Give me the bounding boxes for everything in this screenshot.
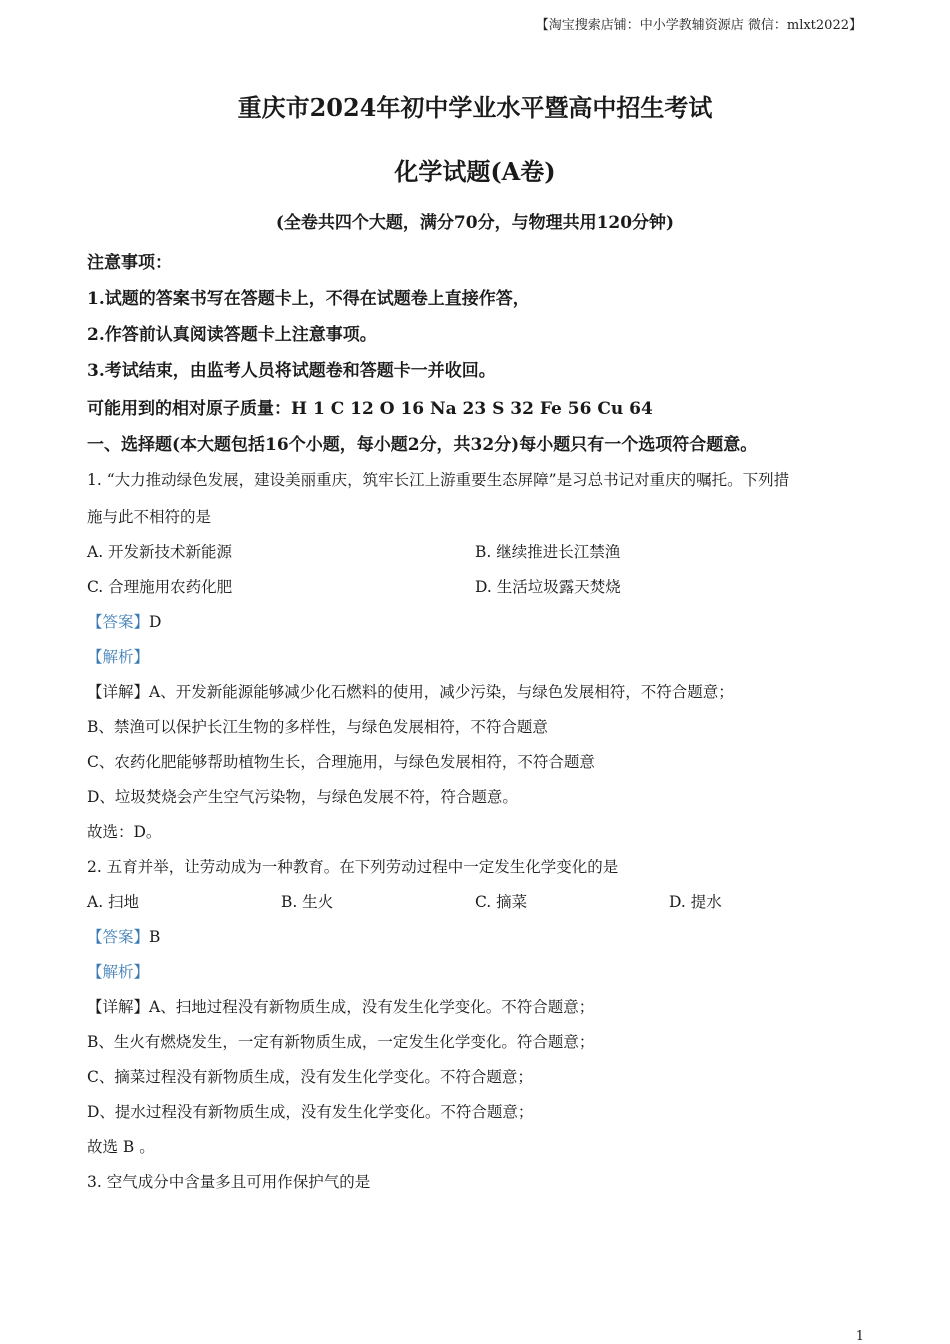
- q1-stem-line2: 施与此不相符的是: [87, 508, 212, 526]
- q2-detail-line: [87, 995, 594, 1017]
- q2-detail-line: B、生火有燃烧发生，一定有新物质生成，一定发生化学变化。符合题意；: [87, 1033, 595, 1051]
- q1-stem-line1: 1. “大力推动绿色发展，建设美丽重庆，筑牢长江上游重要生态屏障”是习总书记对重庆的嘱托。下列措: [87, 471, 790, 489]
- q2-detail-text: A、扫地过程没有新物质生成，没有发生化学变化。不符合题意；: [149, 998, 595, 1016]
- q2-stem: 2. 五育并举，让劳动成为一种教育。在下列劳动过程中一定发生化学变化的是: [87, 858, 619, 876]
- exam-title: 重庆市2024年初中学业水平暨高中招生考试: [237, 93, 713, 122]
- notice-item: 2.作答前认真阅读答题卡上注意事项。: [87, 325, 377, 345]
- notice-heading: 注意事项：: [87, 253, 172, 273]
- detail-label: 【详解】: [87, 683, 150, 701]
- q2-option-d: D. 提水: [669, 893, 722, 911]
- q1-analysis-label: 【解析】: [87, 648, 150, 666]
- notice-item: 1.试题的答案书写在答题卡上，不得在试题卷上直接作答，: [87, 289, 530, 309]
- notice-item: 3.考试结束，由监考人员将试题卷和答题卡一并收回。: [87, 361, 496, 381]
- q1-detail-line: [87, 680, 734, 702]
- q1-detail-line: D、垃圾焚烧会产生空气污染物，与绿色发展不符，符合题意。: [87, 788, 518, 806]
- q1-option-d: D. 生活垃圾露天焚烧: [475, 578, 621, 596]
- detail-label: 【详解】: [87, 998, 150, 1016]
- q1-conclusion: 故选：D。: [87, 823, 162, 841]
- exam-subtitle: 化学试题(A卷): [394, 157, 556, 186]
- q2-analysis-label: 【解析】: [87, 963, 150, 981]
- answer-label: 【答案】: [87, 928, 150, 946]
- q3-stem: 3. 空气成分中含量多且可用作保护气的是: [87, 1173, 371, 1191]
- q1-answer: [87, 610, 161, 632]
- q2-conclusion: 故选 B 。: [87, 1138, 155, 1156]
- exam-info: (全卷共四个大题，满分70分，与物理共用120分钟): [275, 213, 675, 233]
- atomic-masses: 可能用到的相对原子质量：H 1 C 12 O 16 Na 23 S 32 Fe 56 Cu 64: [87, 399, 653, 419]
- q1-option-a: A. 开发新技术新能源: [87, 543, 233, 561]
- page-number: 1: [855, 1329, 864, 1344]
- q1-detail-line: B、禁渔可以保护长江生物的多样性，与绿色发展相符，不符合题意: [87, 718, 548, 736]
- q2-option-b: B. 生火: [281, 893, 334, 911]
- answer-label: 【答案】: [87, 613, 150, 631]
- q1-detail-text: A、开发新能源能够减少化石燃料的使用，减少污染，与绿色发展相符，不符合题意；: [149, 683, 734, 701]
- q2-detail-line: C、摘菜过程没有新物质生成，没有发生化学变化。不符合题意；: [87, 1068, 533, 1086]
- q2-option-c: C. 摘菜: [475, 893, 528, 911]
- q2-answer: [87, 925, 160, 947]
- section1-heading: 一、选择题(本大题包括16个小题，每小题2分，共32分)每小题只有一个选项符合题意。: [87, 435, 758, 455]
- q1-option-c: C. 合理施用农药化肥: [87, 578, 233, 596]
- q1-answer-value: D: [149, 613, 162, 631]
- q1-option-b: B. 继续推进长江禁渔: [475, 543, 621, 561]
- q2-option-a: A. 扫地: [87, 893, 140, 911]
- q2-detail-line: D、提水过程没有新物质生成，没有发生化学变化。不符合题意；: [87, 1103, 534, 1121]
- q1-detail-line: C、农药化肥能够帮助植物生长，合理施用，与绿色发展相符，不符合题意: [87, 753, 595, 771]
- header-note: 【淘宝搜索店铺：中小学教辅资源店 微信：mlxt2022】: [535, 18, 862, 33]
- q2-answer-value: B: [149, 928, 161, 946]
